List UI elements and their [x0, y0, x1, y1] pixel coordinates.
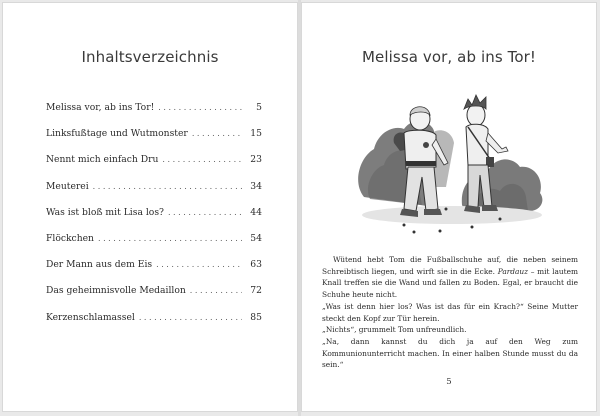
toc-entry-page: 54 [250, 232, 262, 244]
dot-leader [168, 208, 242, 217]
chapter-title: Melissa vor, ab ins Tor! [362, 48, 536, 66]
toc-entry[interactable] [46, 102, 262, 128]
toc-entry[interactable] [46, 207, 262, 233]
toc-entry-title: Linksfußtage und Wutmonster [46, 128, 188, 140]
toc-entry[interactable] [46, 312, 262, 338]
toc-entry[interactable] [46, 285, 262, 311]
dot-leader [158, 103, 242, 112]
chapter-body-text [322, 254, 578, 371]
paragraph: „Was ist denn hier los? Was ist das für ein Krach?“ Seine Mutter steckt den Kopf zur Tür herein. [322, 301, 578, 323]
toc-entry-page: 34 [250, 180, 262, 192]
paragraph: „Na, dann kannst du dich ja auf den Weg zum Kommunionunterricht machen. In einer halben Stunde musst du da sein.“ [322, 336, 578, 370]
paragraph-text: – mit lautem Knall treffen sie die Wand und fallen zu Boden. Egal, er braucht die Schuhe heute nicht. [322, 266, 579, 300]
dot-leader [139, 313, 242, 322]
right-page [301, 2, 597, 412]
toc-entry-page: 72 [250, 285, 262, 297]
toc-entry[interactable] [46, 259, 262, 285]
toc-entry-title: Was ist bloß mit Lisa los? [46, 206, 164, 218]
toc-entry-title: Meuterei [46, 180, 89, 192]
toc-entry-page: 44 [250, 206, 262, 218]
dot-leader [156, 260, 242, 269]
toc-entry-page: 5 [256, 102, 262, 113]
illustration-two-boys-icon [342, 87, 562, 239]
toc-entry-title: Flöckchen [46, 232, 94, 244]
table-of-contents [46, 102, 262, 338]
toc-entry-page: 85 [250, 311, 262, 323]
toc-entry-page: 15 [250, 128, 262, 140]
dot-leader [93, 182, 242, 191]
toc-entry-title: Nennt mich einfach Dru [46, 154, 159, 166]
toc-entry[interactable] [46, 154, 262, 180]
toc-entry-page: 63 [250, 259, 262, 271]
dot-leader [192, 129, 242, 138]
toc-entry-title: Der Mann aus dem Eis [46, 259, 153, 271]
toc-heading: Inhaltsverzeichnis [81, 48, 219, 66]
toc-entry[interactable] [46, 233, 262, 259]
paragraph-emphasis: Pardauz [497, 266, 529, 276]
toc-entry[interactable] [46, 181, 262, 207]
dot-leader [98, 234, 242, 243]
toc-entry[interactable] [46, 128, 262, 154]
dot-leader [190, 286, 242, 295]
page-number: 5 [446, 377, 452, 387]
dot-leader [162, 155, 242, 164]
paragraph: „Nichts“, grummelt Tom unfreundlich. [322, 325, 467, 335]
left-page [2, 2, 298, 412]
toc-entry-title: Das geheimnisvolle Medaillon [46, 285, 186, 297]
paragraph-text: Wütend hebt Tom die Fußballschuhe auf, die neben seinem Schreibtisch liegen, und wirft sie in die Ecke. [322, 255, 578, 276]
toc-entry-title: Kerzenschlamassel [46, 311, 135, 323]
paragraph [322, 254, 578, 301]
toc-entry-title: Melissa vor, ab ins Tor! [46, 102, 155, 113]
toc-entry-page: 23 [250, 154, 262, 166]
